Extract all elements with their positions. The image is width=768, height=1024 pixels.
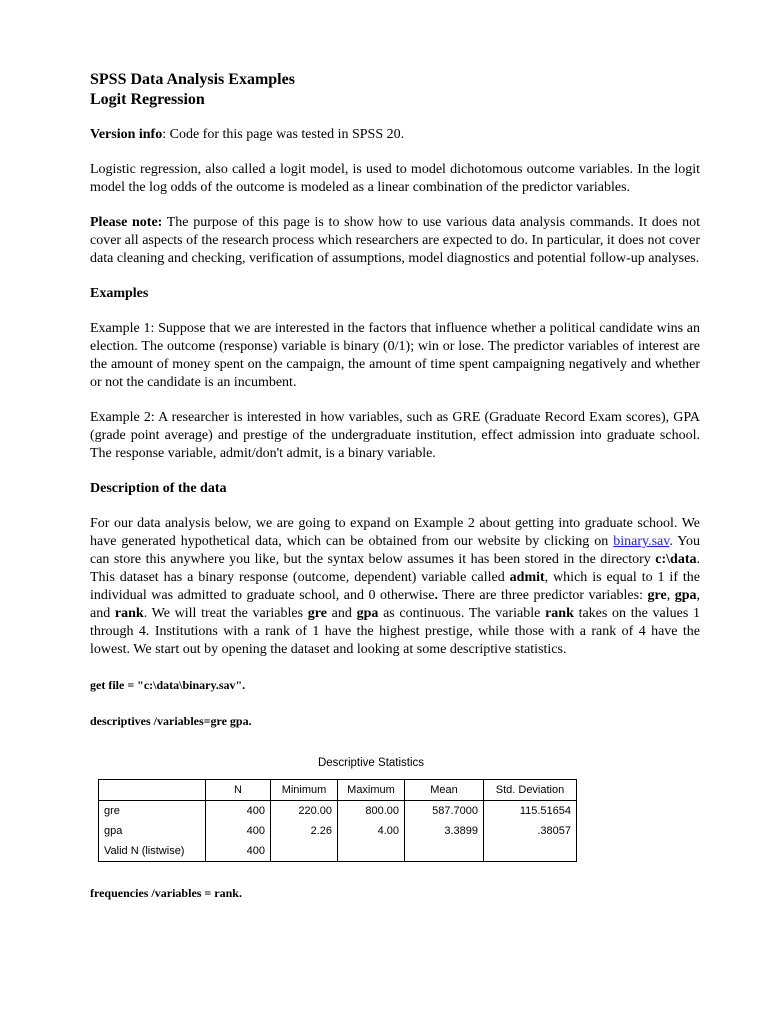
descriptive-statistics-table <box>98 779 577 862</box>
table-cell: 4.00 <box>338 821 405 841</box>
table-row <box>99 841 577 862</box>
table-cell: 400 <box>206 841 271 862</box>
table-cell <box>338 841 405 862</box>
table-cell <box>484 841 577 862</box>
note-text: The purpose of this page is to show how to use various data analysis commands. It does not cover all aspects of the research process which researchers are expected to do. In particular, it does not cover data cleaning and checking, verification of assumptions, model diagnostics and potential follow-up analyses. <box>90 215 700 266</box>
table-header-cell: Mean <box>405 780 484 801</box>
examples-heading: Examples <box>90 286 149 301</box>
version-label: Version info <box>90 127 163 142</box>
desc-text-3: . This dataset has a binary response (outcome, dependent) variable called <box>90 552 700 585</box>
table-cell: Valid N (listwise) <box>99 841 206 862</box>
desc-gre-2: gre <box>307 606 327 621</box>
example-2-paragraph: Example 2: A researcher is interested in how variables, such as GRE (Graduate Record Exam scores), GPA (grade point average) and prestige of the undergraduate institution, effect admission into graduate school. The response variable, admit/don't admit, is a binary variable. <box>90 410 700 461</box>
table-cell: 587.7000 <box>405 801 484 822</box>
desc-and: and <box>326 606 357 621</box>
table-cell: 2.26 <box>271 821 338 841</box>
desc-rank-2: rank <box>545 606 574 621</box>
desc-text-4: , which is equal to 1 if the individual was admitted to graduate school, and 0 otherwise <box>90 570 701 603</box>
page-title: SPSS Data Analysis Examples <box>90 71 295 88</box>
desc-text-1: For our data analysis below, we are going to expand on Example 2 about getting into graduate school. We have generated hypothetical data, which can be obtained from our website by clicking on <box>90 516 700 549</box>
intro-paragraph: Logistic regression, also called a logit model, is used to model dichotomous outcome variables. In the logit model the log odds of the outcome is modeled as a linear combination of the predictor variables. <box>90 162 700 195</box>
table-cell: 115.51654 <box>484 801 577 822</box>
desc-rank: rank <box>114 606 144 621</box>
table-cell <box>405 841 484 862</box>
desc-text-6: . We will treat the variables <box>143 606 308 621</box>
description-heading: Description of the data <box>90 481 227 496</box>
description-paragraph <box>90 515 700 659</box>
table-header-cell: Minimum <box>271 780 338 801</box>
version-text: : Code for this page was tested in SPSS 20. <box>162 127 405 142</box>
table-cell: .38057 <box>484 821 577 841</box>
table-cell: 800.00 <box>338 801 405 822</box>
table-cell: 400 <box>206 821 271 841</box>
table-cell: 3.3899 <box>405 821 484 841</box>
desc-admit: admit <box>509 570 545 585</box>
desc-text-8: takes on the values 1 through 4. Institutions with a rank of 1 have the highest prestige, while those with a rank of 4 have the lowest. We start out by opening the dataset and looking at some descriptive statistics. <box>90 606 701 657</box>
table-cell: gpa <box>99 821 206 841</box>
table-row <box>99 801 577 822</box>
table-cell <box>271 841 338 862</box>
table-header-cell <box>99 780 206 801</box>
table-cell: 400 <box>206 801 271 822</box>
example-1-paragraph: Example 1: Suppose that we are interested in the factors that influence whether a political candidate wins an election. The outcome (response) variable is binary (0/1); win or lose. The predictor variables of interest are the amount of money spent on the campaign, the amount of time spent campaigning negatively and whether or not the candidate is an incumbent. <box>90 321 700 390</box>
page-subtitle: Logit Regression <box>90 91 205 108</box>
desc-directory: c:\data <box>655 552 697 567</box>
table-header-cell: N <box>206 780 271 801</box>
table-header-row <box>99 780 577 801</box>
binary-sav-link[interactable]: binary.sav <box>613 534 670 549</box>
desc-text-7: as continuous. The variable <box>378 606 546 621</box>
desc-comma-2: , and <box>90 588 701 621</box>
desc-gpa-2: gpa <box>356 606 379 621</box>
desc-gpa: gpa <box>674 588 697 603</box>
desc-comma-1: , <box>666 588 675 603</box>
document-page <box>90 70 700 920</box>
note-label: Please note: <box>90 215 163 230</box>
table-title: Descriptive Statistics <box>317 757 425 769</box>
table-cell: 220.00 <box>271 801 338 822</box>
code-frequencies: frequencies /variables = rank. <box>90 886 242 900</box>
desc-gre: gre <box>647 588 667 603</box>
table-header-cell: Std. Deviation <box>484 780 577 801</box>
desc-dot: . <box>434 588 438 603</box>
code-get-file: get file = "c:\data\binary.sav". <box>90 678 246 692</box>
version-info <box>90 126 700 144</box>
table-cell: gre <box>99 801 206 822</box>
table-header-cell: Maximum <box>338 780 405 801</box>
desc-text-2: . You can store this anywhere you like, but the syntax below assumes it has been stored in the directory <box>90 534 700 567</box>
table-row <box>99 821 577 841</box>
desc-text-5: There are three predictor variables: <box>437 588 648 603</box>
note-paragraph <box>90 214 700 268</box>
code-descriptives: descriptives /variables=gre gpa. <box>90 714 252 728</box>
